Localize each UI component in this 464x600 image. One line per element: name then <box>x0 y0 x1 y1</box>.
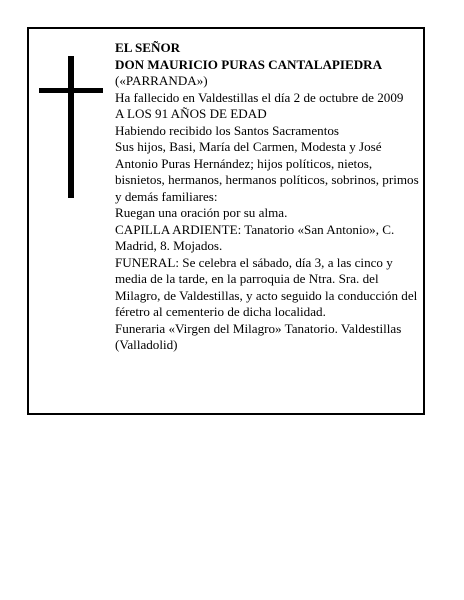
obituary-notice <box>27 27 425 415</box>
cross-icon <box>39 56 103 198</box>
funeral-home-info: Funeraria «Virgen del Milagro» Tanatorio. Valdestillas (Valladolid) <box>115 320 402 352</box>
prayer-request: Ruegan una oración por su alma. <box>115 205 288 220</box>
sacraments-statement: Habiendo recibido los Santos Sacramentos <box>115 122 340 138</box>
funeral-info: FUNERAL: Se celebra el sábado, día 3, a las cinco y media de la tarde, en la parroquia de Ntra. Sra. del Milagro, de Valdestillas, y acto seguido la conducción del féretro al cementerio de dicha localidad. <box>115 254 418 319</box>
chapel-info: CAPILLA ARDIENTE: Tanatorio «San Antonio», C. Madrid, 8. Mojados. <box>115 221 395 253</box>
obituary-text <box>115 40 421 354</box>
nickname: («PARRANDA») <box>115 73 208 88</box>
deceased-name: DON MAURICIO PURAS CANTALAPIEDRA <box>115 56 383 72</box>
cross-vertical-bar <box>68 56 74 198</box>
cross-horizontal-bar <box>39 88 103 93</box>
family-statement: Sus hijos, Basi, María del Carmen, Modesta y José Antonio Puras Hernández; hijos políticos, nietos, bisnietos, hermanos, hermanos políticos, sobrinos, primos y demás familiares: <box>115 139 419 204</box>
age-statement: A LOS 91 AÑOS DE EDAD <box>115 106 267 121</box>
heading: EL SEÑOR <box>115 40 181 55</box>
death-statement: Ha fallecido en Valdestillas el día 2 de octubre de 2009 <box>115 89 404 105</box>
